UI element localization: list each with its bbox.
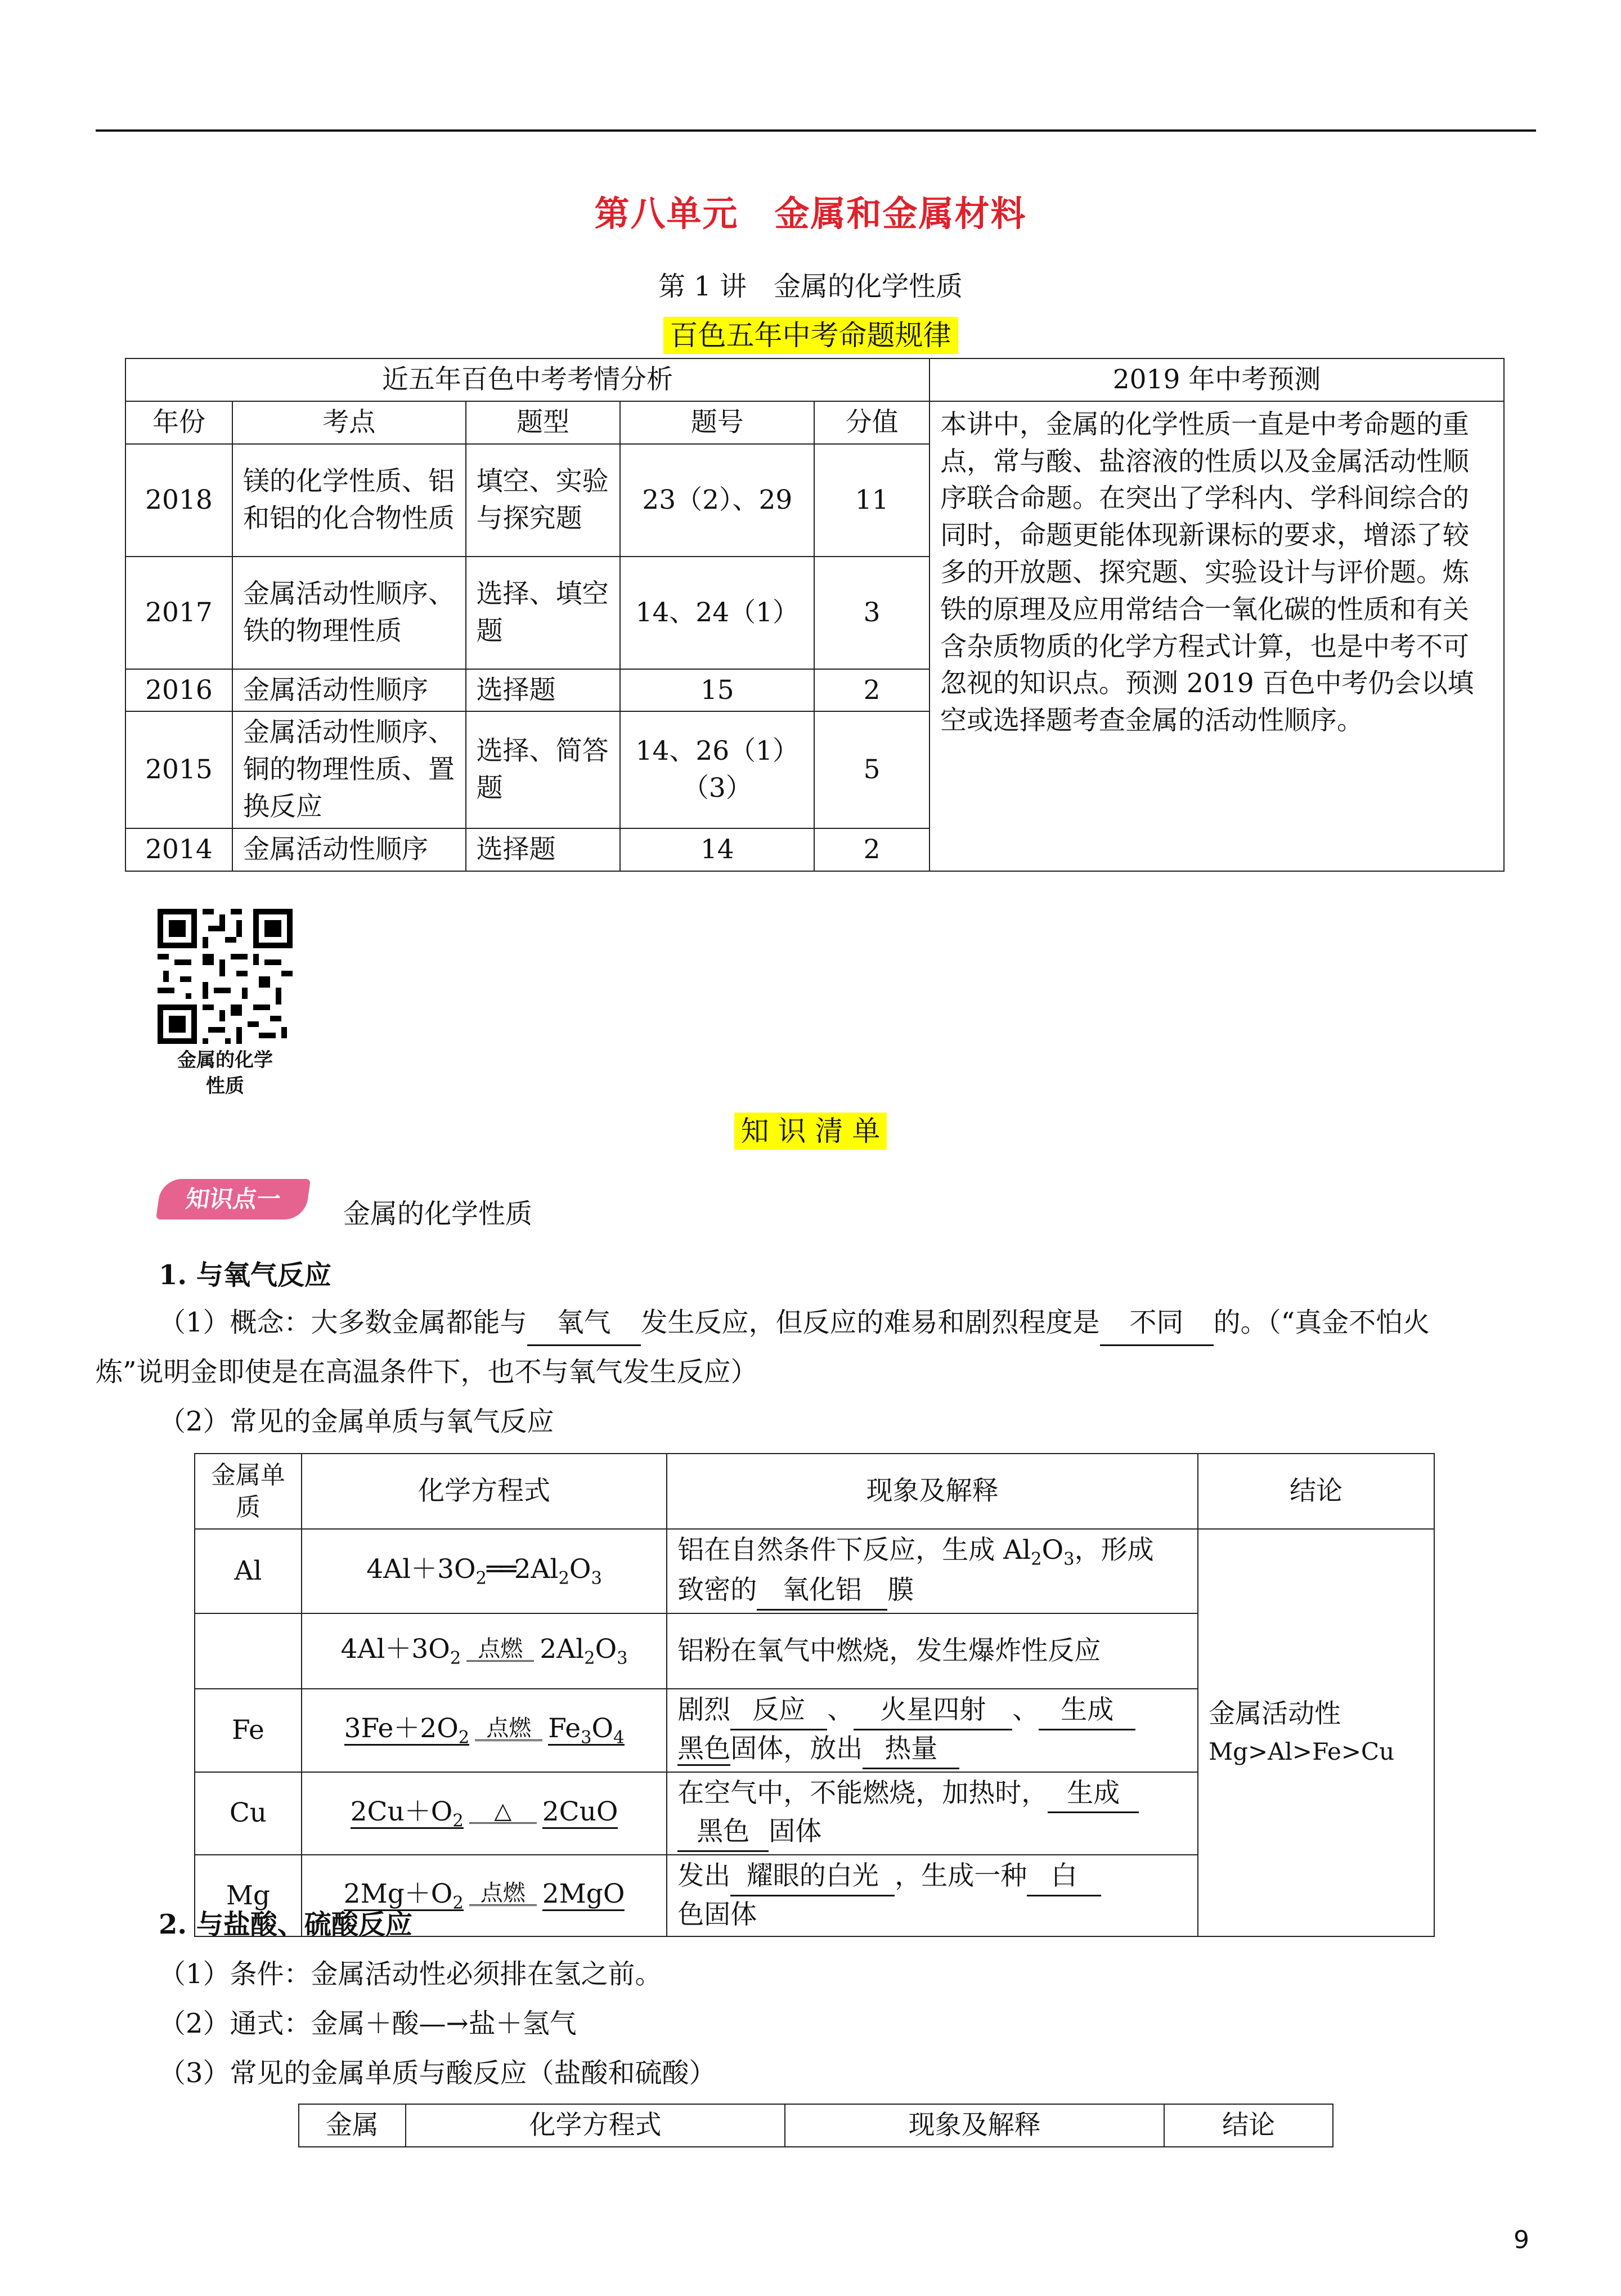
section2-sub: （3）常见的金属单质与酸反应（盐酸和硫酸）	[159, 2057, 716, 2089]
answer-blank: 黑色	[677, 1813, 769, 1852]
table-row	[195, 1529, 1434, 1613]
cell-metal: Mg	[195, 1855, 302, 1936]
cell-metal: Al	[195, 1529, 302, 1613]
cell-phenomenon: 铝粉在氧气中燃烧，发生爆炸性反应	[667, 1613, 1198, 1689]
text: 在空气中，不能燃烧，加热时，	[677, 1777, 1048, 1809]
eq-right: 2CuO	[542, 1796, 618, 1829]
condition-label: 点燃	[480, 1880, 526, 1907]
text: （1）概念：大多数金属都能与	[159, 1307, 527, 1338]
eq-left: 4Al＋3O	[366, 1554, 476, 1585]
text: 膜	[887, 1575, 914, 1606]
section2-heading: 2. 与盐酸、硫酸反应	[159, 1909, 412, 1940]
cell-equation: $4Al+3O_2$ 点燃 $2Al_2O_3$	[302, 1613, 667, 1689]
section1-paragraph	[159, 1301, 1430, 1346]
cell-equation: $4Al+3O_2══2Al_2O_3$	[302, 1529, 667, 1613]
text: ，形成	[1074, 1535, 1154, 1566]
text: 发出	[677, 1860, 731, 1892]
cell-metal: Fe	[195, 1689, 302, 1772]
text: 致密的	[677, 1575, 757, 1606]
section1-paragraph-cont: 炼”说明金即使是在高温条件下，也不与氧气发生反应）	[96, 1356, 758, 1388]
cell-num: 15	[620, 669, 814, 712]
answer-blank: 生成	[1039, 1692, 1135, 1730]
col-header-phenomenon: 现象及解释	[667, 1454, 1198, 1529]
acid-reaction-table	[298, 2104, 1333, 2147]
text: ，生成一种	[895, 1860, 1027, 1892]
section2-condition: （1）条件：金属活动性必须排在氢之前。	[159, 1958, 662, 1990]
cell-point: 金属活动性顺序	[232, 828, 466, 871]
knowledge-point-badge: 知识点一	[156, 1179, 311, 1219]
text: 的。（“真金不怕火	[1213, 1307, 1430, 1338]
cell-num: 14、26（1）（3）	[620, 711, 814, 828]
reaction-condition	[466, 1635, 534, 1665]
cell-score: 3	[814, 557, 930, 669]
col-header-num: 题号	[620, 401, 814, 444]
eq-right: Fe	[548, 1713, 581, 1745]
cell-point: 金属活动性顺序、铁的物理性质	[232, 557, 466, 669]
answer-blank: 火星四射	[854, 1692, 1012, 1730]
lesson-subtitle: 第 1 讲 金属的化学性质	[658, 271, 963, 302]
text: 铝在自然条件下反应，生成 Al	[677, 1535, 1031, 1566]
prediction-text: 本讲中，金属的化学性质一直是中考命题的重点，常与酸、盐溶液的性质以及金属活动性顺序联合命题。在突出了学科内、学科间综合的同时，命题更能体现新课标的要求，增添了较多的开放题、探究题、实验设计与评价题。炼铁的原理及应用常结合一氧化碳的性质和有关含杂质物质的化学方程式计算，也是中考不可忽视的知识点。预测 2019 百色中考仍会以填空或选择题考查金属的活动性顺序。	[930, 401, 1504, 871]
cell-type: 选择、简答题	[466, 711, 621, 828]
reaction-condition	[475, 1717, 542, 1745]
cell-metal	[195, 1613, 302, 1689]
qr-caption	[135, 1048, 315, 1100]
cell-type: 选择题	[466, 669, 621, 712]
col-header-score: 分值	[814, 401, 930, 444]
section1-sub: （2）常见的金属单质与氧气反应	[159, 1406, 554, 1437]
oxygen-reaction-table	[194, 1453, 1435, 1937]
cell-year: 2018	[125, 444, 232, 557]
condition-label: 点燃	[478, 1635, 523, 1662]
col-header-year: 年份	[125, 401, 232, 444]
cell-year: 2014	[125, 828, 232, 871]
qr-code-icon[interactable]	[158, 909, 293, 1044]
text: 固体	[769, 1816, 822, 1847]
col-header-point: 考点	[232, 401, 466, 444]
answer-blank: 氧化铝	[757, 1572, 887, 1611]
cell-phenomenon: 铝在自然条件下反应，生成 $Al_2O_3$，形成 致密的 氧化铝 膜	[667, 1529, 1198, 1613]
page-number: 9	[1514, 2226, 1529, 2254]
cell-year: 2015	[125, 711, 232, 828]
col-header-metal: 金属单质	[195, 1454, 302, 1529]
text: 固体，放出	[730, 1733, 863, 1764]
answer-blank: 耀眼的白光	[730, 1858, 895, 1896]
cell-point: 金属活动性顺序、铜的物理性质、置换反应	[232, 711, 466, 828]
answer-blank: 反应	[730, 1692, 827, 1730]
answer-blank: 黑色	[677, 1733, 730, 1766]
cell-point: 金属活动性顺序	[232, 669, 466, 712]
eq-right: 2Al	[540, 1634, 585, 1665]
knowledge-point-title: 金属的化学性质	[343, 1198, 533, 1230]
cell-year: 2016	[125, 669, 232, 712]
col-header-equation: 化学方程式	[302, 1454, 667, 1529]
text: 剧烈	[677, 1694, 731, 1725]
knowledge-list-label: 知 识 清 单	[734, 1113, 887, 1150]
condition-label: △	[494, 1798, 512, 1824]
prediction-header: 2019 年中考预测	[930, 358, 1504, 401]
eq-left: 2Cu＋O	[350, 1796, 453, 1827]
cell-equation: $2Mg+O_2$ 点燃 2MgO	[302, 1855, 667, 1936]
answer-blank: 氧气	[527, 1301, 641, 1346]
eq-left: 3Fe＋2O	[344, 1713, 459, 1745]
cell-score: 2	[814, 828, 930, 871]
text: Mg>Al>Fe>Cu	[1209, 1737, 1395, 1765]
cell-year: 2017	[125, 557, 232, 669]
cell-score: 5	[814, 711, 930, 828]
cell-num: 14、24（1）	[620, 557, 814, 669]
top-rule	[96, 129, 1536, 132]
eq-left: 2Mg＋O	[343, 1878, 453, 1909]
eq-left: 4Al＋3O	[340, 1634, 450, 1665]
text: 金属活动性	[1209, 1698, 1341, 1730]
exam-rule-heading	[0, 313, 1621, 353]
col-header-conclusion: 结论	[1198, 1454, 1434, 1529]
cell-type: 填空、实验与探究题	[466, 444, 621, 557]
answer-blank: 不同	[1100, 1301, 1214, 1346]
cell-phenomenon: 剧烈 反应 、 火星四射 、 生成 黑色固体，放出 热量	[667, 1689, 1198, 1772]
answer-blank: 热量	[863, 1730, 959, 1769]
analysis-group-header: 近五年百色中考考情分析	[125, 358, 930, 401]
cell-conclusion	[1198, 1529, 1434, 1936]
cell-score: 11	[814, 444, 930, 557]
cell-type: 选择题	[466, 828, 621, 871]
reaction-condition	[469, 1882, 537, 1909]
unit-title: 第八单元 金属和金属材料	[594, 193, 1027, 234]
cell-phenomenon	[667, 1772, 1198, 1855]
section2-formula: （2）通式：金属＋酸—→盐＋氢气	[159, 2008, 577, 2039]
reaction-condition	[469, 1800, 537, 1827]
knowledge-list-heading	[0, 1109, 1621, 1149]
cell-phenomenon	[667, 1855, 1198, 1936]
qr-caption-line: 性质	[206, 1074, 244, 1097]
text: 色固体	[677, 1899, 757, 1930]
text: O	[1041, 1535, 1064, 1566]
cell-num: 14	[620, 828, 814, 871]
answer-blank: 白	[1027, 1858, 1101, 1896]
cell-type: 选择、填空题	[466, 557, 621, 669]
text: 发生反应，但反应的难易和剧烈程度是	[640, 1307, 1100, 1338]
section1-heading: 1. 与氧气反应	[159, 1259, 331, 1291]
col-header-metal: 金属	[299, 2104, 406, 2147]
col-header-equation: 化学方程式	[406, 2104, 785, 2147]
cell-num: 23（2）、29	[620, 444, 814, 557]
qr-caption-line: 金属的化学	[177, 1049, 273, 1071]
condition-label: 点燃	[486, 1715, 532, 1741]
col-header-phenomenon: 现象及解释	[785, 2104, 1164, 2147]
col-header-conclusion: 结论	[1164, 2104, 1333, 2147]
eq-right: 2MgO	[542, 1878, 625, 1911]
cell-score: 2	[814, 669, 930, 712]
col-header-type: 题型	[466, 401, 621, 444]
cell-equation: $2Cu+O_2$ △ 2CuO	[302, 1772, 667, 1855]
cell-equation: $3Fe+2O_2$ 点燃 $Fe_3O_4$	[302, 1689, 667, 1772]
cell-metal: Cu	[195, 1772, 302, 1855]
analysis-table	[125, 358, 1505, 872]
eq-right: 2Al	[514, 1554, 559, 1585]
cell-point: 镁的化学性质、铝和铝的化合物性质	[232, 444, 466, 557]
exam-rule-label: 百色五年中考命题规律	[663, 317, 958, 354]
answer-blank: 生成	[1048, 1775, 1139, 1814]
